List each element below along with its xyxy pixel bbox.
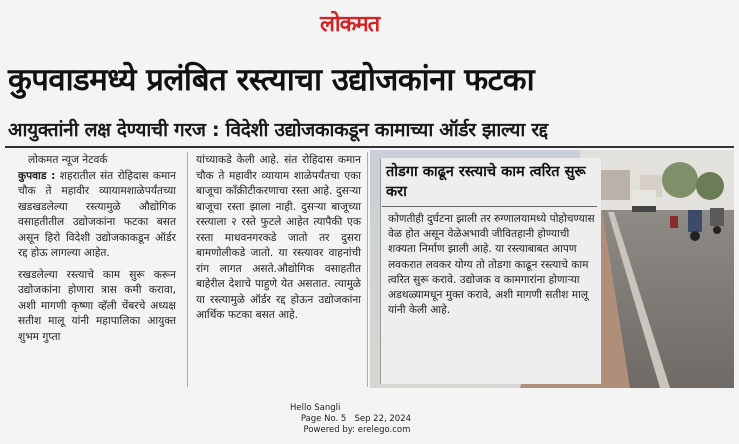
dateline: कुपवाड : <box>18 169 56 182</box>
footer-edition: Hello Sangli <box>290 403 341 413</box>
footer-page: Page No. 5 <box>300 414 347 424</box>
footer <box>290 403 411 436</box>
headline-rule <box>5 146 734 148</box>
lokmat-logo: लोकमत <box>320 11 380 37</box>
sidebar-title: तोडगा काढून रस्त्याचे काम त्वरित सुरू करा <box>386 164 586 200</box>
column-divider <box>367 152 368 387</box>
article-column-1 <box>18 153 176 345</box>
article-column-2: यांच्याकडे केली आहे. संत रोहिदास कमान चौक ते महावीर व्यायाम शाळेपर्यंतचा एका बाजूचा काँक्रीटीकरणाचा रस्ता आहे. दुसऱ्या बाजूचा रस्ता झाला नाही. दुसऱ्या बाजूच्या रस्त्याला २ रस्ते फुटले आहेत त्यापैकी एक रस्ता माधवनगरकडे जातो तर दुसरा बामणोलीकडे जातो. या रस्त्यावर वाहनांची रांग लागत असते.औद्योगिक वसाहतीत बाहेरील देशाचे पाहुणे येत असतात. त्यामुळे या रस्त्यामुळे ऑर्डर रद्द होऊन उद्योजकांना आर्थिक फटका बसत आहे. <box>196 154 361 321</box>
article-para-2: रखडलेल्या रस्त्याचे काम सुरू करून उद्योजकांना होणारा त्रास कमी करावा, अशी मागणी कृष्णा व्हॅली चेंबरचे अध्यक्ष सतीश मालू यांनी महापालिका आयुक्त शुभम गुप्ता <box>18 268 176 343</box>
subheadline: आयुक्तांनी लक्ष देण्याची गरज : विदेशी उद्योजकाकडून कामाच्या ऑर्डर झाल्या रद्द <box>8 119 548 141</box>
sidebar-rule <box>382 206 597 207</box>
column-divider <box>187 152 188 387</box>
sidebar-text: कोणतीही दुर्घटना झाली तर रुग्णालयामध्ये पोहोचण्यास वेळ होत असून वेळेअभावी जीवितहानी होण्याची शक्यता निर्माण झाली आहे. या रस्त्याबाबत आपण लवकरात लवकर योग्य तो तोडगा काढून रस्त्याचे काम त्वरित सुरू करावे. उद्योजक व कामगारांना होणाऱ्या अडथळ्यामधून मुक्त करावे, अशी मागणी सतीश मालू यांनी केली आहे. <box>388 213 595 317</box>
headline: कुपवाडमध्ये प्रलंबित रस्त्याचा उद्योजकांना फटका <box>8 62 535 98</box>
footer-date: Sep 22, 2024 <box>354 414 412 424</box>
byline: लोकमत न्यूज नेटवर्क <box>28 154 108 166</box>
article-para-1: शहरातील संत रोहिदास कमान चौक ते महावीर व्यायामशाळेपर्यंतच्या खडखडलेल्या रस्त्यामुळे औद्योगिक वसाहतीतील उद्योजकांना फटका बसत असून हिरो विदेशी उद्योजकाकडून ऑर्डर रद्द होऊ लागल्या आहेत. <box>18 169 176 259</box>
footer-powered[interactable]: Powered by: erelego.com <box>303 425 411 435</box>
